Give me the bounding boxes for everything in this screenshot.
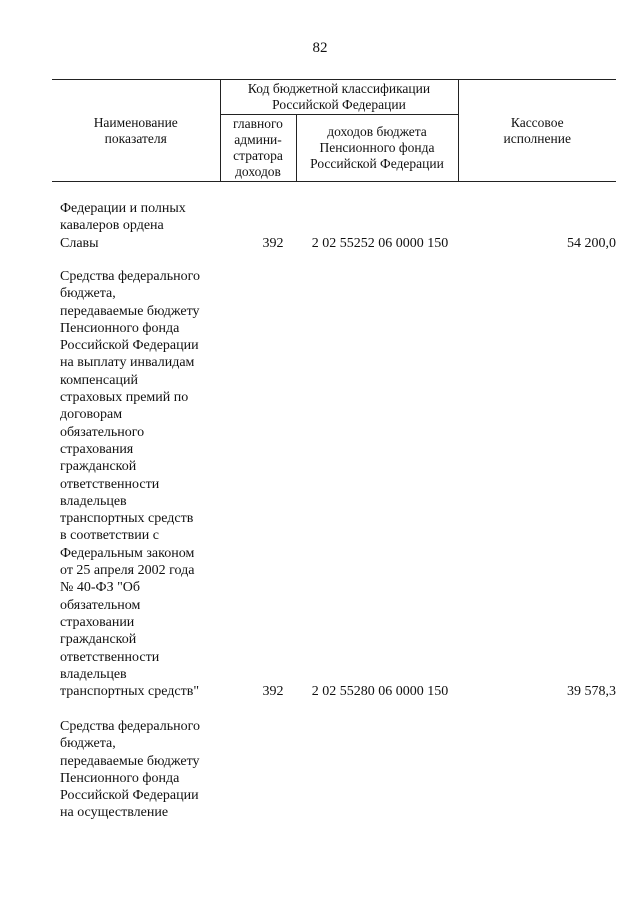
header-pension-fund-revenue: доходов бюджета Пенсионного фонда Российской Федерации	[296, 115, 458, 182]
amount: 39 578,3	[567, 684, 616, 700]
amount: 54 200,0	[567, 235, 616, 251]
indicator-name: Федерации и полных кавалеров ордена Славы	[60, 201, 186, 251]
revenue-code: 2 02 55280 06 0000 150	[311, 684, 449, 700]
header-chief-administrator: главного админи- стратора доходов	[220, 115, 296, 182]
header-indicator-name: Наименование показателя	[52, 80, 220, 182]
revenue-code: 2 02 55252 06 0000 150	[311, 235, 449, 251]
indicator-name: Средства федерального бюджета, передаваемые бюджету Пенсионного фонда Российской Федерации на выплату инвалидам компенсаций страховых премий по договорам обязательного страхования гражданской ответственности владельцев транспортных средств в соответствии с Федеральным законом от 25 апреля 2002 года № 40-ФЗ "Об обязательном страховании гражданской ответственности владельцев транспортных средств"	[60, 269, 200, 700]
indicator-name: Средства федерального бюджета, передаваемые бюджету Пенсионного фонда Российской Федерации на осуществление	[60, 719, 200, 821]
table-header	[52, 79, 616, 182]
header-budget-code-group: Код бюджетной классификации Российской Федерации	[220, 80, 458, 115]
page-number: 82	[312, 40, 328, 56]
admin-code: 392	[262, 235, 284, 251]
header-cash-execution: Кассовое исполнение	[458, 80, 616, 182]
admin-code: 392	[262, 684, 284, 700]
